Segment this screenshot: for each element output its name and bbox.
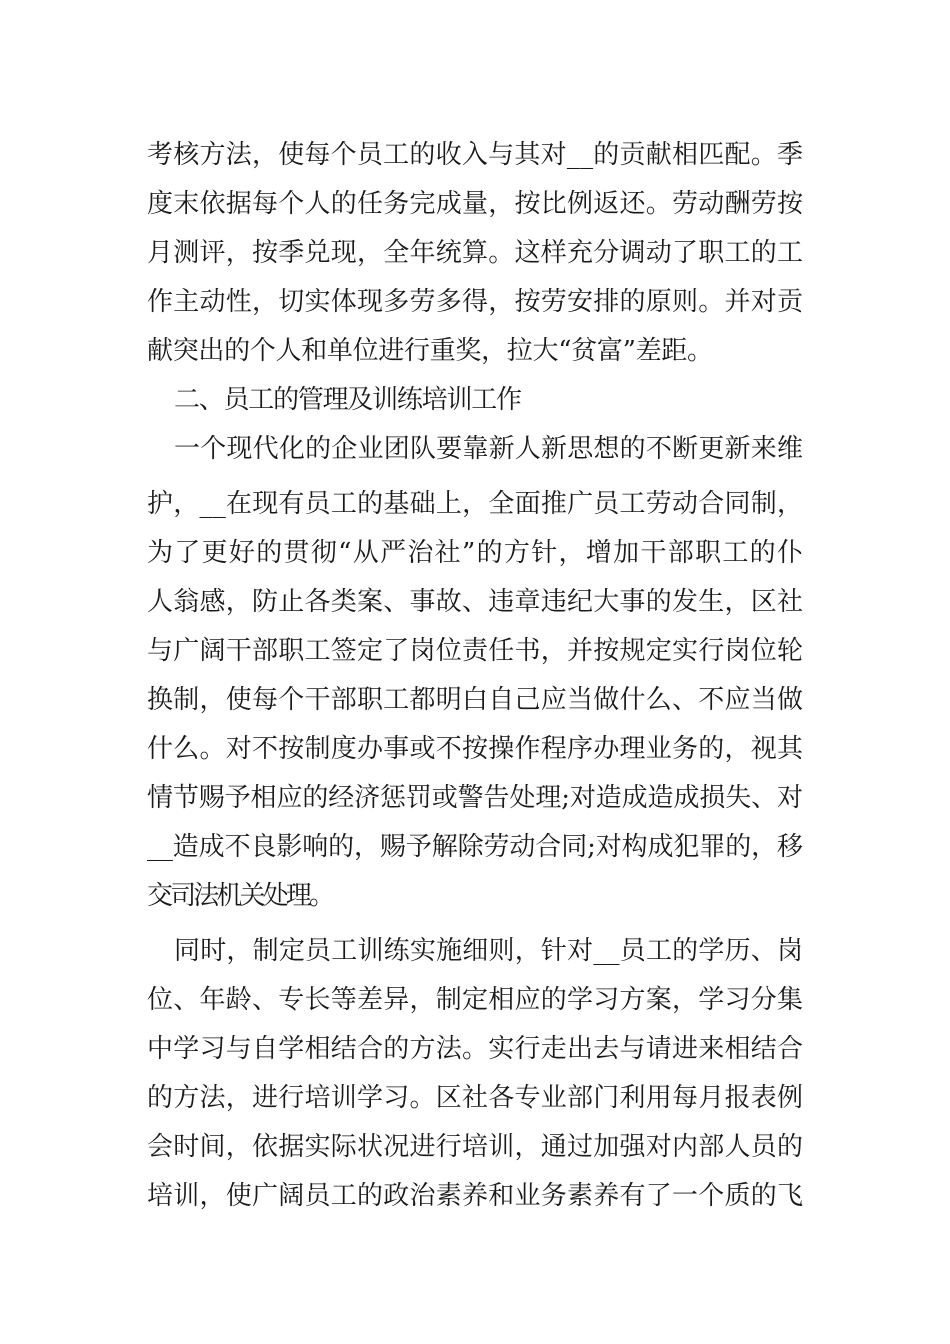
- line-text: 换制，使每个干部职工都明白自己应当做什么、不应当做: [147, 685, 804, 715]
- text-line: [0, 1024, 950, 1074]
- text-line: [0, 228, 950, 278]
- line-text: 的方法，进行培训学习。区社各专业部门利用每月报表例: [147, 1083, 804, 1113]
- line-text: 作主动性，切实体现多劳多得，按劳安排的原则。并对贡: [147, 287, 804, 317]
- text-line: [0, 926, 950, 976]
- text-line: [0, 1122, 950, 1172]
- line-text: 位、年龄、专长等差异，制定相应的学习方案，学习分集: [147, 985, 804, 1015]
- line-text: 为了更好的贯彻“从严治社”的方针，增加干部职工的仆: [147, 538, 805, 568]
- line-text: 度末依据每个人的任务完成量，按比例返还。劳动酬劳按: [147, 189, 804, 219]
- line-text: 人翁感，防止各类案、事故、违章违纪大事的发生，区社: [147, 587, 804, 617]
- text-line: [0, 773, 950, 823]
- line-text: 中学习与自学相结合的方法。实行走出去与请进来相结合: [147, 1034, 804, 1064]
- text-line: [0, 1073, 950, 1123]
- text-line: [0, 528, 950, 578]
- text-line: [0, 130, 950, 180]
- line-text: 护，__在现有员工的基础上，全面推广员工劳动合同制，: [147, 489, 804, 519]
- text-line: [0, 424, 950, 474]
- line-text: 会时间，依据实际状况进行培训，通过加强对内部人员的: [147, 1132, 804, 1162]
- text-line: [0, 179, 950, 229]
- text-line: [0, 626, 950, 676]
- line-text: 什么。对不按制度办事或不按操作程序办理业务的，视其: [147, 734, 804, 764]
- line-text: 月测评，按季兑现，全年统算。这样充分调动了职工的工: [147, 238, 804, 268]
- section-heading-text: 二、员工的管理及训练培训工作: [174, 385, 521, 415]
- text-line: [0, 724, 950, 774]
- text-line: [0, 277, 950, 327]
- line-text: 同时，制定员工训练实施细则，针对__员工的学历、岗: [174, 936, 804, 966]
- text-line: [0, 822, 950, 872]
- line-text: __造成不良影响的，赐予解除劳动合同;对构成犯罪的，移: [147, 832, 803, 862]
- text-line: [0, 975, 950, 1025]
- text-line: [0, 577, 950, 627]
- line-text: 献突出的个人和单位进行重奖，拉大“贫富”差距。: [147, 336, 713, 366]
- line-text: 培训，使广阔员工的政治素养和业务素养有了一个质的飞: [147, 1181, 804, 1211]
- line-text: 交司法机关处理。: [147, 881, 333, 911]
- line-text: 考核方法，使每个员工的收入与其对__的贡献相匹配。季: [147, 140, 804, 170]
- text-line: [0, 871, 950, 921]
- line-text: 与广阔干部职工签定了岗位责任书，并按规定实行岗位轮: [147, 636, 804, 666]
- line-text: 一个现代化的企业团队要靠新人新思想的不断更新来维: [174, 434, 804, 464]
- text-line: [0, 326, 950, 376]
- text-line: [0, 1171, 950, 1221]
- section-heading: [0, 375, 950, 425]
- text-line: [0, 675, 950, 725]
- text-line: [0, 479, 950, 529]
- line-text: 情节赐予相应的经济惩罚或警告处理;对造成造成损失、对: [147, 783, 803, 813]
